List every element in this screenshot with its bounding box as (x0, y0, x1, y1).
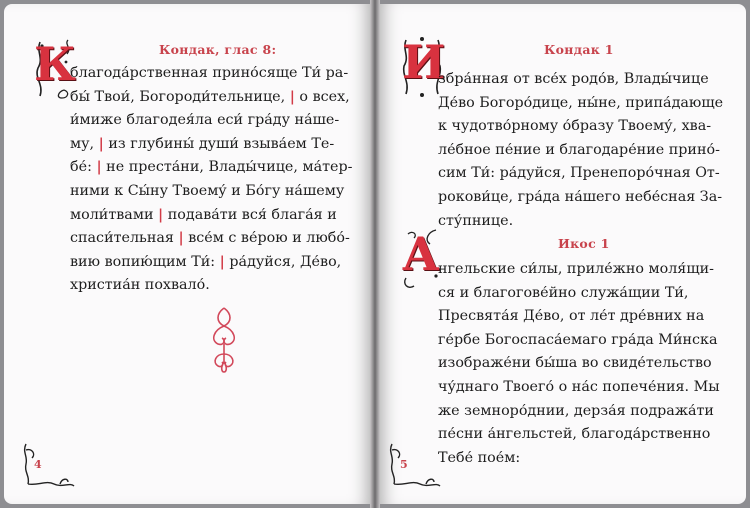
text-line (438, 186, 723, 210)
text-line (70, 204, 352, 228)
text-segment: сим Ти́: ра́дуйся, Пренепоро́чная От- (438, 165, 720, 182)
page-number-left (20, 440, 66, 480)
ikos-1-heading: Икос 1 (558, 236, 610, 251)
text-segment: збра́нная от все́х родо́в, Влады́чице (438, 71, 709, 87)
text-segment: нгельские си́лы, приле́жно моля́щи- (438, 261, 714, 277)
text-line (70, 62, 352, 86)
text-segment: Тебе́ пое́м: (438, 449, 521, 466)
verse-divider: | (98, 135, 104, 152)
text-line (438, 210, 723, 234)
text-segment: Пресвята́я Де́во, от ле́т дре́вних на (438, 308, 705, 325)
text-segment: ра́дуйся, Де́во, (224, 253, 342, 270)
text-segment: пе́сни а́нгельстей, благода́рственно (438, 426, 711, 443)
text-line (438, 400, 720, 424)
text-segment: ними к Сы́ну Твоему́ и Бо́гу на́шему (70, 182, 345, 199)
text-line (438, 282, 720, 306)
text-line (70, 86, 352, 110)
verse-divider: | (158, 206, 164, 223)
verse-divider: | (289, 88, 295, 105)
corner-ornament-icon (20, 440, 78, 490)
text-segment: ся и благогове́йно служа́щии Ти́, (438, 284, 689, 301)
text-line (438, 68, 723, 92)
kondak-1-heading: Кондак 1 (544, 42, 614, 57)
verse-divider: | (219, 253, 225, 270)
text-line (70, 180, 352, 204)
text-segment: вию вопию́щим Ти́: (70, 253, 220, 270)
text-segment: подава́ти вся́ блага́я и (163, 206, 337, 223)
text-line (438, 258, 720, 282)
verse-divider: | (96, 159, 102, 176)
drop-cap-letter: К (34, 37, 76, 91)
text-line (438, 162, 723, 186)
text-segment: христиа́н похвало́. (70, 277, 210, 294)
text-line (438, 305, 720, 329)
book-gutter (370, 0, 380, 508)
text-line (438, 447, 720, 471)
text-segment: му, (70, 135, 99, 152)
text-segment: чу́днаго Твоего́ о на́с попече́ния. Мы (438, 378, 720, 395)
kondak-1-text (438, 68, 723, 233)
text-line (438, 352, 720, 376)
text-segment: все́м с ве́рою и любо́- (183, 230, 350, 247)
text-segment: бе́: (70, 159, 97, 176)
text-segment: к чудотво́рному о́бразу Твоему́, хва- (438, 118, 712, 135)
text-segment: рокови́це, гра́да на́шего небе́сная За- (438, 188, 723, 205)
text-segment: бы́ Твои́, Богороди́тельнице, (70, 88, 290, 105)
right-page (380, 4, 746, 504)
floral-ornament-icon (204, 304, 244, 374)
text-line (70, 109, 352, 133)
text-segment: моли́твами (70, 206, 159, 223)
text-line (70, 133, 352, 157)
text-line (70, 274, 352, 298)
text-line (438, 92, 723, 116)
text-line (438, 139, 723, 163)
text-segment: и́миже благодея́ла еси́ гра́ду на́ше- (70, 112, 340, 129)
text-segment: благода́рственная прино́сяще Ти́ ра- (70, 65, 349, 81)
text-segment: не преста́ни, Влады́чице, ма́тер- (101, 159, 353, 176)
text-line (70, 156, 352, 180)
text-segment: изображе́ни бы́ша во свиде́тельство (438, 355, 712, 372)
page-number: 4 (34, 458, 42, 471)
text-line (438, 329, 720, 353)
text-segment: спаси́тельная (70, 230, 179, 247)
kondak-text (70, 62, 352, 298)
drop-cap-letter: А (402, 227, 440, 281)
drop-cap-letter: И (402, 35, 446, 89)
drop-cap-k (34, 37, 76, 96)
text-line (70, 227, 352, 251)
page-number: 5 (400, 458, 408, 471)
text-segment: ле́бное пе́ние и благодаре́ние прино́- (438, 141, 720, 158)
text-line (438, 376, 720, 400)
text-segment: о всех, (294, 88, 350, 105)
verse-divider: | (178, 230, 184, 247)
text-segment: сту́пнице. (438, 212, 514, 229)
text-segment: из глубины́ души́ взыва́ем Те- (103, 135, 335, 152)
text-line (438, 423, 720, 447)
text-line (70, 251, 352, 275)
drop-cap-i (402, 35, 446, 94)
kondak-heading: Кондак, глас 8: (159, 42, 277, 57)
left-page (4, 4, 370, 504)
drop-cap-a (402, 228, 438, 286)
text-segment: Де́во Богоро́дице, ны́не, припа́дающе (438, 94, 724, 111)
text-line (438, 115, 723, 139)
text-segment: ге́рбе Богоспаса́емаго гра́да Ми́нска (438, 331, 718, 348)
text-segment: же земноро́днии, дерза́я подража́ти (438, 402, 714, 419)
corner-ornament-icon (386, 440, 444, 490)
page-number-right (386, 440, 432, 480)
ikos-1-text (438, 258, 720, 470)
